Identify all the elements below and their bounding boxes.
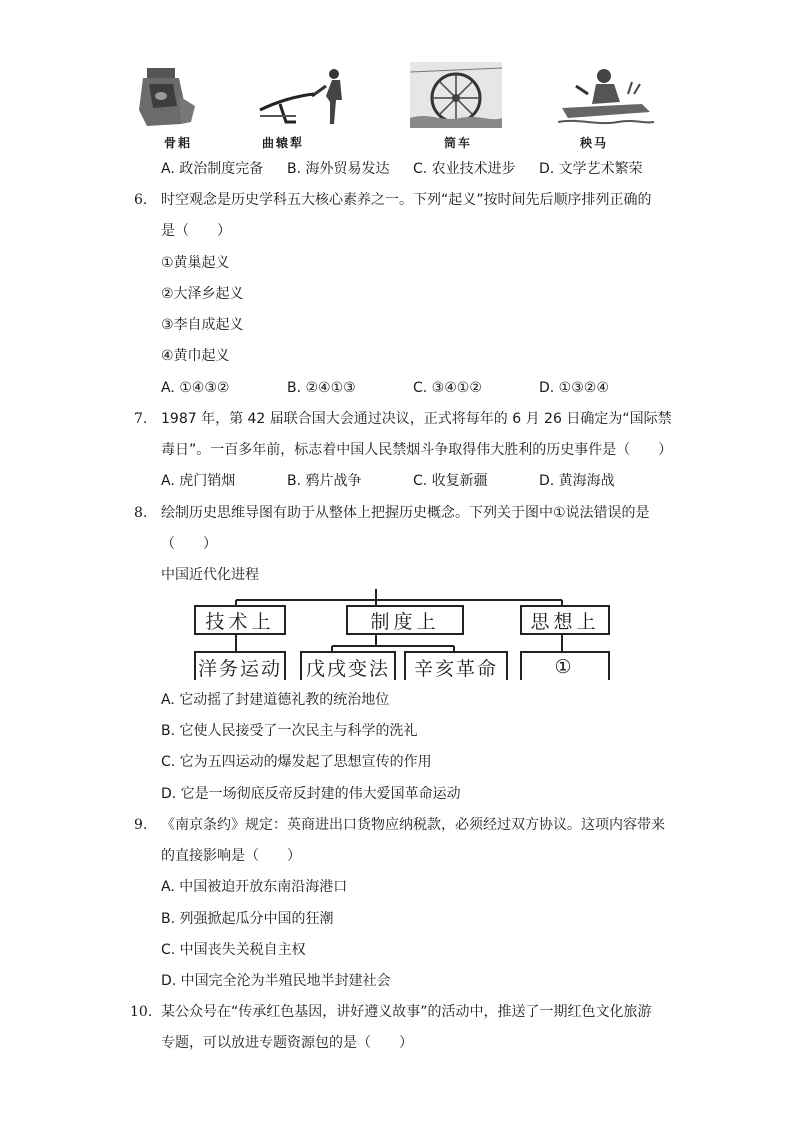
question-number: 10. <box>130 1004 153 1020</box>
water-wheel-image <box>410 62 502 128</box>
question-stem: 毒日”。一百多年前，标志着中国人民禁烟斗争取得伟大胜利的历史事件是（ ） <box>161 442 673 458</box>
mind-map-diagram <box>190 588 610 680</box>
curved-plough-image <box>256 66 356 130</box>
option-c: C. 收复新疆 <box>413 473 488 489</box>
option-a: A. 虎门销烟 <box>161 473 236 489</box>
question-stem: 是（ ） <box>161 223 231 239</box>
option-d: D. ①③②④ <box>539 380 609 396</box>
option-c: C. 它为五四运动的爆发起了思想宣传的作用 <box>161 754 432 770</box>
question-number: 7. <box>134 411 148 427</box>
question-stem: 《南京条约》规定：英商进出口货物应纳税款，必须经过双方协议。这项内容带来 <box>161 817 665 833</box>
question-stem: 的直接影响是（ ） <box>161 848 301 864</box>
diagram-node-revolution: 辛亥革命 <box>404 651 508 680</box>
rice-seedling-horse-icon <box>558 64 654 128</box>
question-stem: 某公众号在“传承红色基因，讲好遵义故事”的活动中，推送了一期红色文化旅游 <box>161 1004 652 1020</box>
option-a: A. 它动摇了封建道德礼教的统治地位 <box>161 692 390 708</box>
option-b: B. ②④①③ <box>287 380 356 396</box>
list-item: ③李自成起义 <box>161 317 244 333</box>
question-stem: 绘制历史思维导图有助于从整体上把握历史概念。下列关于图中①说法错误的是 <box>161 505 650 521</box>
list-item: ②大泽乡起义 <box>161 286 244 302</box>
diagram-title: 中国近代化进程 <box>161 567 259 583</box>
option-a: A. ①④③② <box>161 380 230 396</box>
question-number: 6. <box>134 192 148 208</box>
option-d: D. 文学艺术繁荣 <box>539 161 643 177</box>
curved-plough-icon <box>256 66 356 130</box>
question-stem: （ ） <box>161 536 217 552</box>
diagram-node-thought: 思想上 <box>520 605 610 635</box>
diagram-node-westernization: 洋务运动 <box>194 651 286 680</box>
option-b: B. 它使人民接受了一次民主与科学的洗礼 <box>161 723 418 739</box>
diagram-node-reform: 戊戌变法 <box>300 651 396 680</box>
question-number: 9. <box>134 817 148 833</box>
bone-spade-icon <box>133 66 201 130</box>
rice-seedling-horse-image <box>558 64 654 128</box>
question-stem: 1987 年，第 42 届联合国大会通过决议，正式将每年的 6 月 26 日确定为“国际禁 <box>161 411 672 427</box>
option-c: C. 农业技术进步 <box>413 161 516 177</box>
option-a: A. 中国被迫开放东南沿海港口 <box>161 879 348 895</box>
diagram-node-technology: 技术上 <box>194 605 286 635</box>
image-caption: 骨耜 <box>164 136 193 150</box>
option-c: C. ③④①② <box>413 380 482 396</box>
list-item: ④黄巾起义 <box>161 348 230 364</box>
option-d: D. 黄海海战 <box>539 473 615 489</box>
option-d: D. 中国完全沦为半殖民地半封建社会 <box>161 973 391 989</box>
option-b: B. 列强掀起瓜分中国的狂潮 <box>161 911 334 927</box>
option-d: D. 它是一场彻底反帝反封建的伟大爱国革命运动 <box>161 786 461 802</box>
image-caption: 筒车 <box>444 136 473 150</box>
question-stem: 专题，可以放进专题资源包的是（ ） <box>161 1035 413 1051</box>
water-wheel-icon <box>410 62 502 128</box>
bone-spade-image <box>133 66 201 130</box>
diagram-node-institution: 制度上 <box>346 605 464 635</box>
list-item: ①黄巢起义 <box>161 255 230 271</box>
option-b: B. 海外贸易发达 <box>287 161 390 177</box>
option-b: B. 鸦片战争 <box>287 473 362 489</box>
diagram-node-unknown: ① <box>520 651 610 680</box>
question-number: 8. <box>134 505 148 521</box>
image-caption: 秧马 <box>580 136 609 150</box>
option-a: A. 政治制度完备 <box>161 161 264 177</box>
image-caption: 曲辕犁 <box>262 136 305 150</box>
question-stem: 时空观念是历史学科五大核心素养之一。下列“起义”按时间先后顺序排列正确的 <box>161 192 652 208</box>
option-c: C. 中国丧失关税自主权 <box>161 942 306 958</box>
